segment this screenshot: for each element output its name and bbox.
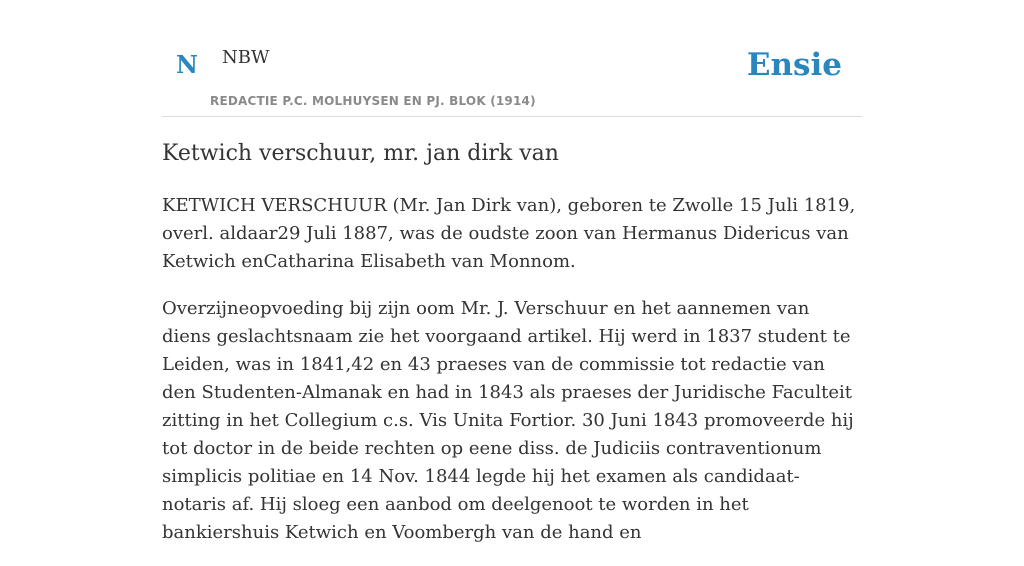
article-body	[162, 192, 862, 566]
article-paragraph: Overzijneopvoeding bij zijn oom Mr. J. Verschuur en het aannemen van diens geslachtsnaam zie het voorgaand artikel. Hij werd in 1837 student te Leiden, was in 1841,42 en 43 praeses van de commissie tot redactie van den Studenten-Almanak en had in 1843 als praeses der Juridische Faculteit zitting in het Collegium c.s. Vis Unita Fortior. 30 Juni 1843 promoveerde hij tot doctor in de beide rechten op eene diss. de Judiciis contraventionum simplicis politiae en 14 Nov. 1844 legde hij het examen als candidaat-notaris af. Hij sloeg een aanbod om deelgenoot te worden in het bankiershuis Ketwich en Voombergh van de hand en	[162, 298, 854, 543]
source-logo-icon[interactable]: N	[176, 50, 198, 79]
header	[162, 0, 862, 117]
article-title: Ketwich verschuur, mr. jan dirk van	[162, 141, 559, 166]
source-subtitle: REDACTIE P.C. MOLHUYSEN EN PJ. BLOK (1914)	[210, 94, 536, 108]
article-paragraph: KETWICH VERSCHUUR (Mr. Jan Dirk van), geboren te Zwolle 15 Juli 1819, overl. aldaar29 Juli 1887, was de oudste zoon van Hermanus Didericus van Ketwich enCatharina Elisabeth van Monnom.	[162, 195, 856, 272]
ensie-logo[interactable]: Ensie	[746, 47, 842, 83]
source-name-link[interactable]: NBW	[222, 47, 270, 68]
